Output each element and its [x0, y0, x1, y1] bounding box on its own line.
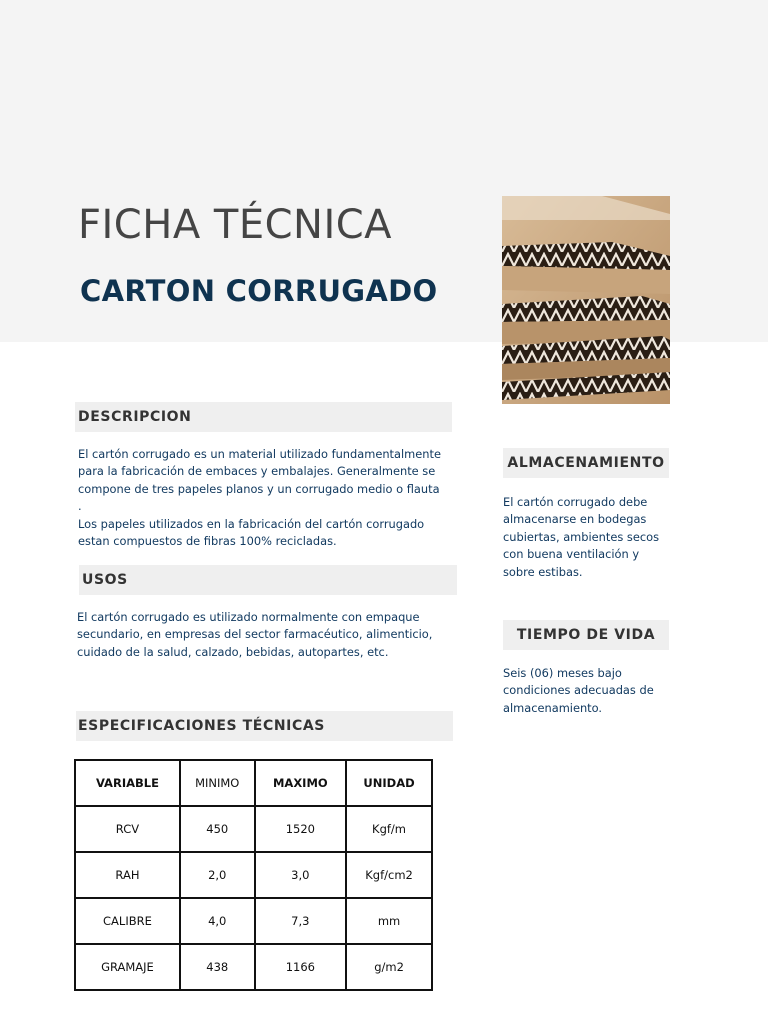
- table-cell: 4,0: [180, 898, 255, 944]
- especificaciones-heading: ESPECIFICACIONES TÉCNICAS: [76, 711, 453, 741]
- tiempo-de-vida-line: condiciones adecuadas de: [503, 683, 654, 698]
- usos-text: [77, 609, 457, 661]
- usos-line: cuidado de la salud, calzado, bebidas, autopartes, etc.: [77, 644, 389, 659]
- table-cell: 438: [180, 944, 255, 990]
- table-row: [75, 852, 432, 898]
- table-cell: 2,0: [180, 852, 255, 898]
- table-cell: RAH: [75, 852, 180, 898]
- table-row: [75, 806, 432, 852]
- almacenamiento-line: cubiertas, ambientes secos: [503, 529, 660, 544]
- column-header: UNIDAD: [346, 760, 432, 806]
- column-header: MINIMO: [180, 760, 255, 806]
- usos-line: secundario, en empresas del sector farmacéutico, alimenticio,: [77, 627, 433, 642]
- usos-heading: USOS: [79, 565, 457, 595]
- page-subtitle: CARTON CORRUGADO: [80, 274, 438, 308]
- tiempo-de-vida-text: [503, 665, 673, 717]
- table-cell: RCV: [75, 806, 180, 852]
- corrugated-cardboard-photo: [502, 196, 670, 404]
- tiempo-de-vida-line: almacenamiento.: [503, 700, 603, 715]
- table-cell: 450: [180, 806, 255, 852]
- tiempo-de-vida-line: Seis (06) meses bajo: [503, 666, 622, 680]
- page-title: FICHA TÉCNICA: [78, 202, 393, 248]
- specifications-table: [74, 759, 433, 991]
- descripcion-line: compone de tres papeles planos y un corrugado medio o flauta: [78, 481, 440, 496]
- table-cell: GRAMAJE: [75, 944, 180, 990]
- descripcion-line: estan compuestos de fibras 100% recicladas.: [78, 534, 337, 549]
- descripcion-line: para la fabricación de embaces y embalajes. Generalmente se: [78, 464, 436, 479]
- column-header: VARIABLE: [75, 760, 180, 806]
- almacenamiento-text: [503, 494, 673, 581]
- table-header-row: [75, 760, 432, 806]
- almacenamiento-heading: ALMACENAMIENTO: [503, 448, 669, 478]
- tiempo-de-vida-heading: TIEMPO DE VIDA: [503, 620, 669, 650]
- almacenamiento-line: con buena ventilación y: [503, 547, 640, 562]
- descripcion-line: Los papeles utilizados en la fabricación del cartón corrugado: [78, 516, 425, 531]
- usos-line: El cartón corrugado es utilizado normalmente con empaque: [77, 610, 420, 624]
- almacenamiento-line: El cartón corrugado debe: [503, 495, 648, 509]
- table-cell: CALIBRE: [75, 898, 180, 944]
- table-cell: 3,0: [255, 852, 347, 898]
- descripcion-line: El cartón corrugado es un material utilizado fundamentalmente: [78, 447, 441, 461]
- table-cell: Kgf/cm2: [346, 852, 432, 898]
- table-row: [75, 944, 432, 990]
- table-cell: g/m2: [346, 944, 432, 990]
- descripcion-heading: DESCRIPCION: [75, 402, 452, 432]
- column-header: MAXIMO: [255, 760, 347, 806]
- table-cell: 1520: [255, 806, 347, 852]
- table-cell: Kgf/m: [346, 806, 432, 852]
- almacenamiento-line: sobre estibas.: [503, 564, 583, 579]
- table-cell: 1166: [255, 944, 347, 990]
- descripcion-text: [78, 446, 458, 550]
- table-row: [75, 898, 432, 944]
- table-cell: 7,3: [255, 898, 347, 944]
- descripcion-line: .: [78, 499, 82, 514]
- almacenamiento-line: almacenarse en bodegas: [503, 512, 647, 527]
- table-cell: mm: [346, 898, 432, 944]
- cardboard-illustration: [502, 196, 670, 404]
